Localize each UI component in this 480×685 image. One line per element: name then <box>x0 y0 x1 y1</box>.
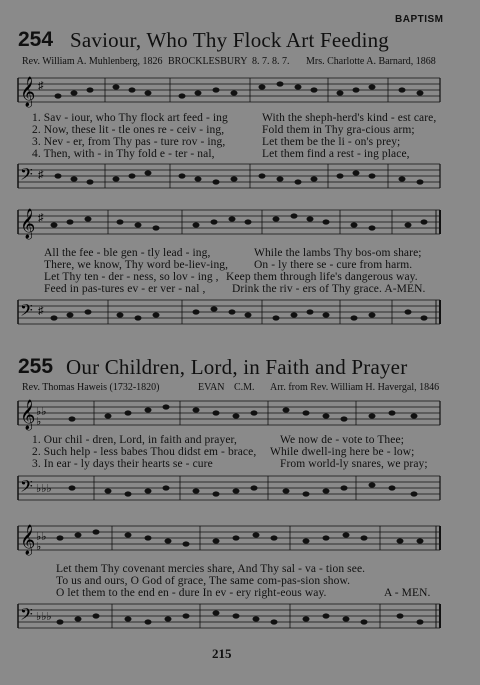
treble-staff <box>0 204 480 244</box>
verse-line: 2. Now, these lit - tle ones re - ceiv - ing, <box>32 124 225 136</box>
bass-staff <box>0 470 480 510</box>
verse-line: While the lambs Thy bos-om share; <box>254 247 422 259</box>
hymn-author: Rev. Thomas Haweis (1732-1820) <box>22 382 160 393</box>
treble-staff <box>0 395 480 435</box>
hymn-meter: 8. 7. 8. 7. <box>252 56 290 67</box>
treble-staff <box>0 72 480 112</box>
verse-line: 2. Such help - less babes Thou didst em - brace, <box>32 446 257 458</box>
verse-line: A - MEN. <box>384 587 431 599</box>
svg-text:𝄢: 𝄢 <box>20 476 33 500</box>
svg-text:𝄞: 𝄞 <box>20 400 36 430</box>
hymn-composer: Mrs. Charlotte A. Barnard, 1868 <box>306 56 436 67</box>
svg-text:♭: ♭ <box>36 541 42 553</box>
svg-text:𝄢: 𝄢 <box>20 604 33 628</box>
treble-staff <box>0 520 480 560</box>
svg-text:♯: ♯ <box>38 212 44 224</box>
verse-line: Let them be the li - on's prey; <box>262 136 401 148</box>
bass-staff <box>0 158 480 198</box>
verse-line: 4. Then, with - in Thy fold e - ter - nal, <box>32 148 215 160</box>
svg-text:♭♭♭: ♭♭♭ <box>36 611 52 623</box>
svg-text:𝄢: 𝄢 <box>20 300 33 324</box>
verse-line: To us and ours, O God of grace, The same com-pas-sion show. <box>56 575 351 587</box>
bass-staff <box>0 294 480 334</box>
verse-line: Let them Thy covenant mercies share, And Thy sal - va - tion see. <box>56 563 366 575</box>
verse-line: From world-ly snares, we pray; <box>280 458 428 470</box>
verse-line: All the fee - ble gen - tly lead - ing, <box>44 247 211 259</box>
svg-text:𝄞: 𝄞 <box>20 209 36 239</box>
hymn-title: Our Children, Lord, in Faith and Prayer <box>66 355 408 379</box>
verse-line: O let them to the end en - dure In ev - ery right-eous way. <box>56 587 327 599</box>
hymn-composer: Arr. from Rev. William H. Havergal, 1846 <box>270 382 440 393</box>
svg-text:𝄢: 𝄢 <box>20 164 33 188</box>
svg-text:♭♭: ♭♭ <box>36 531 47 543</box>
verse-line: 1. Our chil - dren, Lord, in faith and prayer, <box>32 434 238 446</box>
verse-line: Let them find a rest - ing place, <box>262 148 410 160</box>
hymn-meter: C.M. <box>234 382 255 393</box>
svg-text:♭: ♭ <box>36 416 42 428</box>
verse-line: Let Thy ten - der - ness, so lov - ing , <box>44 271 219 283</box>
svg-text:♯: ♯ <box>38 80 44 92</box>
svg-text:𝄞: 𝄞 <box>20 77 36 107</box>
verse-line: 3. In ear - ly days their hearts se - cure <box>32 458 213 470</box>
section-header: BAPTISM <box>395 14 444 25</box>
verse-line: While dwell-ing here be - low; <box>270 446 415 458</box>
hymn-author: Rev. William A. Muhlenberg, 1826 <box>22 56 163 67</box>
verse-line: Keep them through life's dangerous way. <box>226 271 418 283</box>
page-number: 215 <box>212 646 232 661</box>
hymn-number: 255 <box>18 355 54 378</box>
verse-line: Fold them in Thy gra-cious arm; <box>262 124 415 136</box>
svg-text:♭♭♭: ♭♭♭ <box>36 483 52 495</box>
svg-text:♭♭: ♭♭ <box>36 406 47 418</box>
svg-text:𝄞: 𝄞 <box>20 525 36 555</box>
bass-staff <box>0 598 480 638</box>
hymn-tune: BROCKLESBURY <box>168 56 248 67</box>
verse-line: 3. Nev - er, from Thy pas - ture rov - ing, <box>32 136 226 148</box>
hymn-tune: EVAN <box>198 382 225 393</box>
hymn-number: 254 <box>18 28 54 51</box>
verse-line: With the sheph-herd's kind - est care, <box>262 112 437 124</box>
svg-text:♯: ♯ <box>38 305 44 317</box>
verse-line: There, we know, Thy word be-liev-ing, <box>44 259 229 271</box>
hymn-title: Saviour, Who Thy Flock Art Feeding <box>70 28 390 52</box>
svg-text:♯: ♯ <box>38 169 44 181</box>
verse-line: 1. Sav - iour, who Thy flock art feed - ing <box>32 112 228 124</box>
verse-line: Drink the riv - ers of Thy grace. A-MEN. <box>232 283 426 295</box>
verse-line: We now de - vote to Thee; <box>280 434 404 446</box>
verse-line: Feed in pas-tures ev - er ver - nal , <box>44 283 206 295</box>
verse-line: On - ly there se - cure from harm. <box>254 259 413 271</box>
